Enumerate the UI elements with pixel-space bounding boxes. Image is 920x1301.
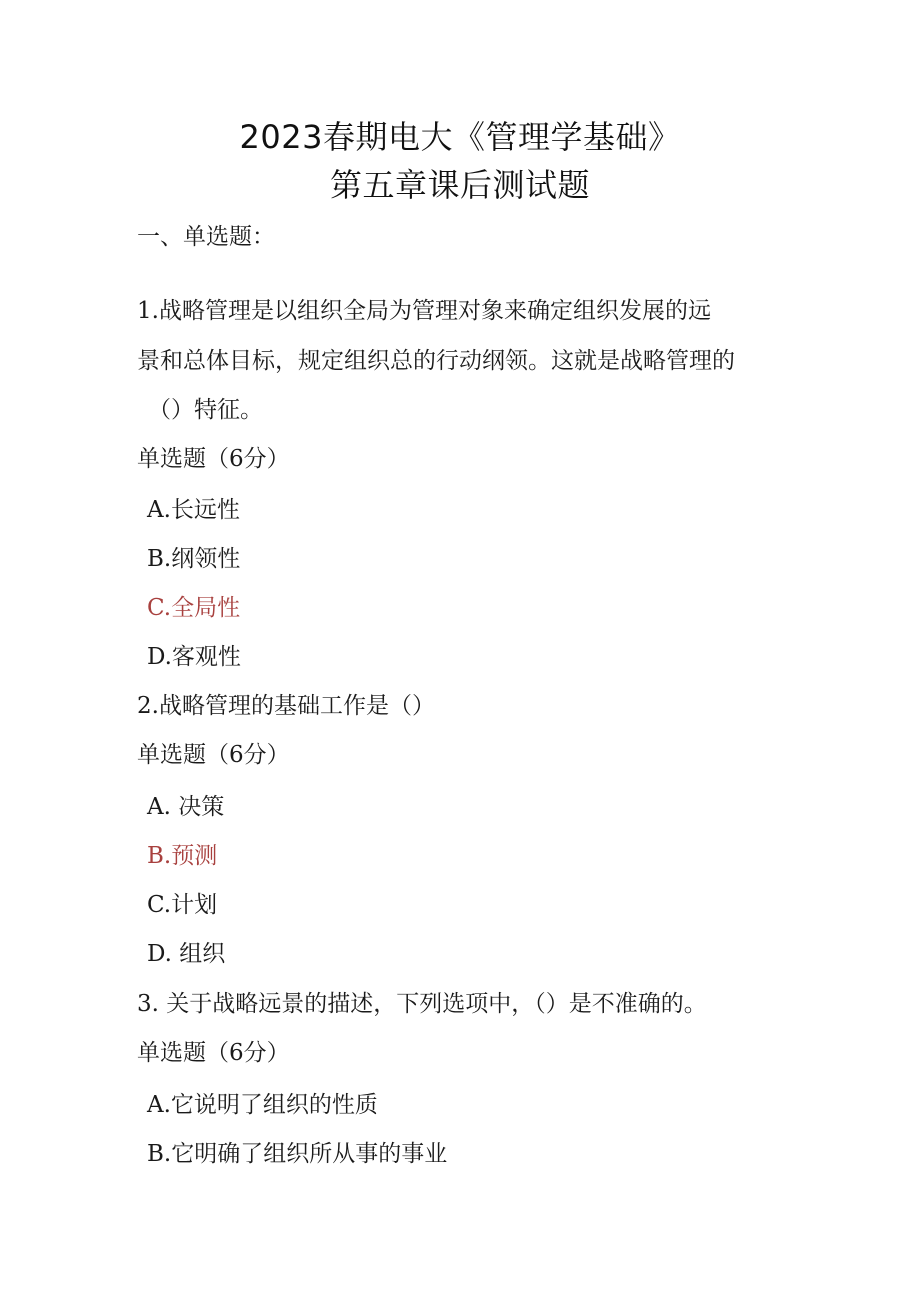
question-type-label: 单选题（6分） [137,446,290,472]
option-a: A.它说明了组织的性质 [147,1092,378,1118]
option-c-answer: C.全局性 [147,595,241,621]
document-title-line1: 2023春期电大《管理学基础》 [239,118,681,156]
option-b-answer: B.预测 [147,843,218,869]
document-title-line2: 第五章课后测试题 [329,166,590,204]
question-stem: 2.战略管理的基础工作是（） [137,693,435,719]
option-d: D.客观性 [147,644,241,670]
section-heading: 一、单选题： [137,224,275,250]
option-c: C.计划 [147,892,218,918]
question-stem: 3. 关于战略远景的描述，下列选项中，（）是不准确的。 [137,991,707,1017]
option-a: A. 决策 [147,794,225,820]
option-a: A.长远性 [147,497,240,523]
question-type-label: 单选题（6分） [137,1040,290,1066]
question-type-label: 单选题（6分） [137,742,290,768]
question-stem: 景和总体目标，规定组织总的行动纲领。这就是战略管理的 [137,348,735,374]
option-b: B.纲领性 [147,546,241,572]
question-stem: （）特征。 [148,397,263,423]
option-d: D. 组织 [147,941,226,967]
question-stem: 1.战略管理是以组织全局为管理对象来确定组织发展的远 [137,298,711,324]
option-b: B.它明确了组织所从事的事业 [147,1141,448,1167]
